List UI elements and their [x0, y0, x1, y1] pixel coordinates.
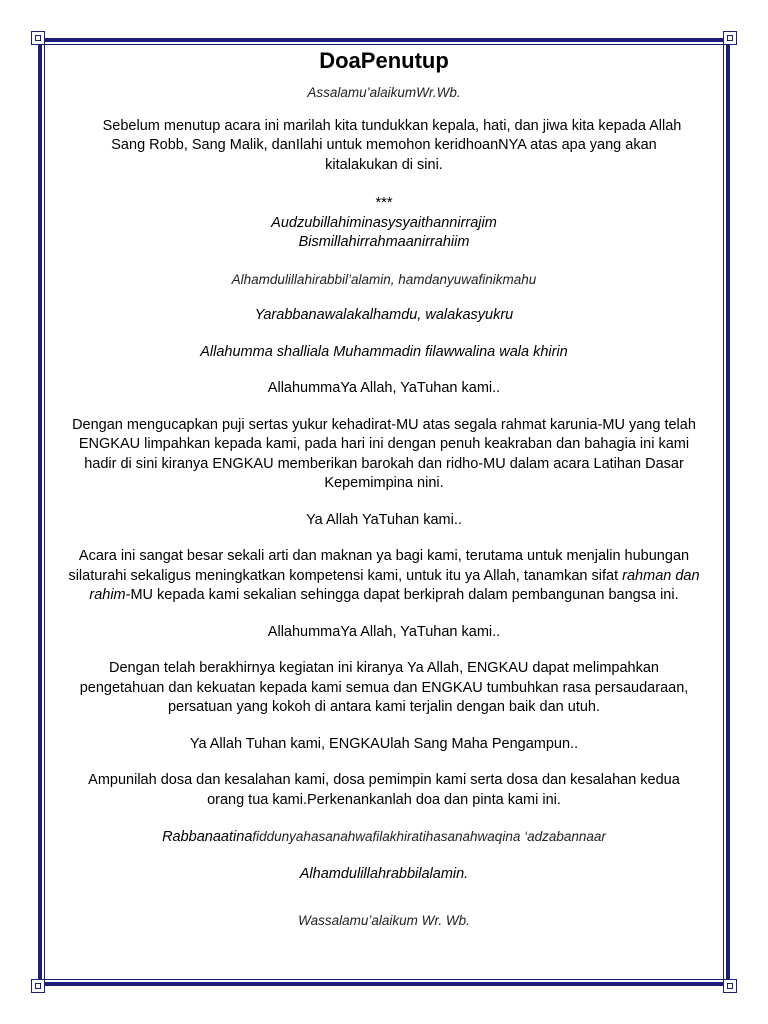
- ya-allah-line: Ya Allah Tuhan kami, ENGKAUlah Sang Maha Pengampun..: [189, 735, 579, 752]
- paragraph-text: -MU kepada kami sekalian sehingga dapat berkiprah dalam pembangunan bangsa ini.: [125, 587, 679, 603]
- paragraph-line: hadir di sini kiranya ENGKAU memberikan barokah dan ridho-MU dalam acara Latihan Dasar: [84, 455, 684, 472]
- separator: ***: [375, 195, 393, 211]
- allahumma-line: AllahummaYa Allah, YaTuhan kami..: [267, 623, 501, 640]
- paragraph-line: Kepemimpina nini.: [324, 475, 444, 491]
- paragraph-text: silaturahi sekaligus meningkatkan kompetensi kami, untuk itu ya Allah, tanamkan sifat: [68, 567, 623, 584]
- greeting: Assalamu’alaikumWr.Wb.: [307, 85, 461, 100]
- paragraph-line: Dengan telah berakhirnya kegiatan ini kiranya Ya Allah, ENGKAU dapat melimpahkan: [109, 660, 659, 676]
- alhamdulillah-closing: Alhamdulillahrabbilalamin.: [299, 865, 469, 882]
- paragraph-line: ENGKAU limpahkan kepada kami, pada hari ini dengan penuh keakraban dan bahagia ini kami: [78, 436, 690, 452]
- paragraph-4: [52, 771, 716, 810]
- intro-line: kitalakukan di sini.: [325, 156, 443, 173]
- yarabbana: Yarabbanawalakalhamdu, walakasyukru: [254, 307, 514, 323]
- paragraph-line: [52, 567, 716, 587]
- paragraph-line: Acara ini sangat besar sekali arti dan maknan ya bagi kami, terutama untuk menjalin hubungan: [78, 548, 690, 564]
- document-title: DoaPenutup: [319, 48, 449, 73]
- border-corner-top-right: [723, 31, 737, 45]
- allahumma-line: AllahummaYa Allah, YaTuhan kami..: [267, 380, 501, 396]
- intro-line: Sebelum menutup acara ini marilah kita tundukkan kepala, hati, dan jiwa kita kepada Allah: [102, 117, 682, 134]
- rabbana-line: [52, 827, 716, 848]
- bismillah: Bismillahirrahmaanirrahiim: [298, 234, 470, 250]
- paragraph-line: Ampunilah dosa dan kesalahan kami, dosa pemimpin kami serta dosa dan kesalahan kedua: [88, 772, 680, 788]
- paragraph-line: [52, 586, 716, 606]
- paragraph-3: [52, 659, 716, 718]
- border-corner-bottom-left: [31, 979, 45, 993]
- paragraph-italic-text: rahman dan: [622, 567, 700, 584]
- ya-allah-line: Ya Allah YaTuhan kami..: [306, 511, 462, 528]
- paragraph-2: [52, 547, 716, 606]
- paragraph-line: Dengan mengucapkan puji sertas yukur kehadirat-MU atas segala rahmat karunia-MU yang telah: [72, 416, 696, 433]
- closing-greeting: Wassalamu’alaikum Wr. Wb.: [298, 913, 470, 928]
- rabbana-text: Rabbanaatina: [162, 829, 253, 845]
- paragraph-line: persatuan yang kokoh di antara kami terjalin dengan baik dan utuh.: [167, 699, 601, 715]
- border-corner-bottom-right: [723, 979, 737, 993]
- rabbana-text-light: fiddunyahasanahwafilakhiratihasanahwaqina ‘adzabannaar: [252, 829, 606, 844]
- paragraph-1: [52, 416, 716, 494]
- alhamdulillah: Alhamdulillahirabbil’alamin, hamdanyuwafinikmahu: [231, 271, 537, 287]
- border-corner-top-left: [31, 31, 45, 45]
- intro-paragraph: [52, 117, 716, 176]
- intro-line: Sang Robb, Sang Malik, danIlahi untuk memohon keridhoanNYA atas apa yang akan: [111, 137, 657, 153]
- audzubillah: Audzubillahiminasysyaithannirrajim: [271, 214, 497, 231]
- paragraph-line: orang tua kami.Perkenankanlah doa dan pinta kami ini.: [207, 791, 561, 808]
- document-body: [52, 48, 716, 931]
- shalawat: Allahumma shalliala Muhammadin filawwalina wala khirin: [200, 343, 568, 360]
- paragraph-italic-text: rahim: [89, 587, 126, 603]
- paragraph-line: pengetahuan dan kekuatan kepada kami semua dan ENGKAU tumbuhkan rasa persaudaraan,: [79, 679, 689, 696]
